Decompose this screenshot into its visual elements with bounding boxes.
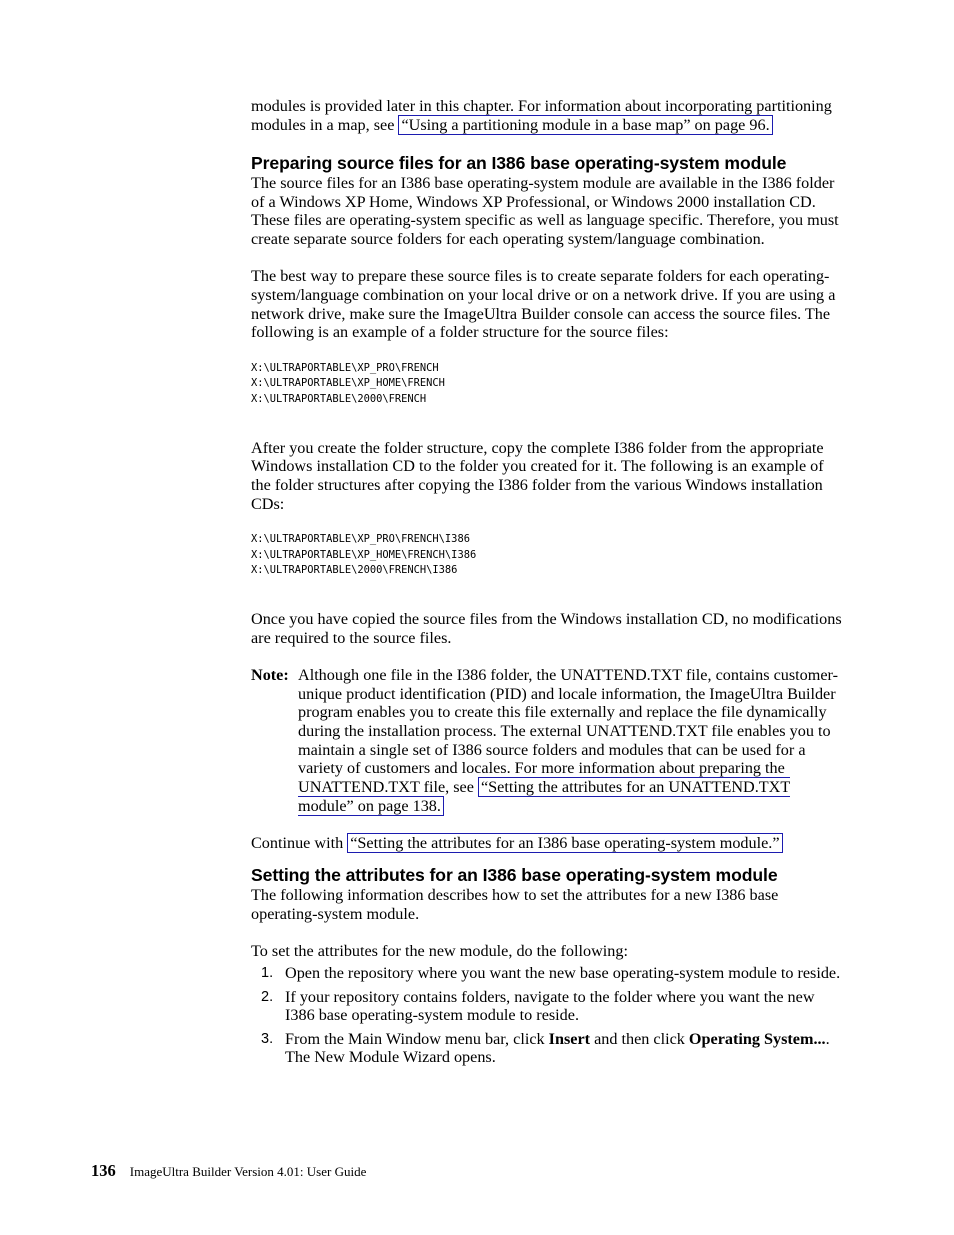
code-block-i386-folders <box>251 532 843 579</box>
list-item <box>251 964 843 983</box>
note-label: Note: <box>251 665 289 684</box>
code-line: X:\ULTRAPORTABLE\XP_PRO\FRENCH <box>251 361 439 374</box>
partitioning-module-link[interactable]: “Using a partitioning module in a base map” on page 96. <box>398 115 772 135</box>
code-line: X:\ULTRAPORTABLE\2000\FRENCH <box>251 392 427 405</box>
page-content <box>251 97 843 1071</box>
step-text: Open the repository where you want the new base operating-system module to reside. <box>285 964 841 983</box>
paragraph: Once you have copied the source files from the Windows installation CD, no modifications are required to the source files. <box>251 610 842 647</box>
code-block-folder-structure <box>251 361 843 408</box>
step-number: 3. <box>261 1030 274 1047</box>
continue-paragraph: Continue with “Setting the attributes for an I386 base operating-system module.” <box>251 834 843 853</box>
list-item <box>251 1030 843 1067</box>
step-number: 1. <box>261 965 274 982</box>
paragraph: To set the attributes for the new module, do the following: <box>251 941 628 960</box>
code-line: X:\ULTRAPORTABLE\XP_PRO\FRENCH\I386 <box>251 532 470 545</box>
step-number: 2. <box>261 988 274 1005</box>
step-text: If your repository contains folders, navigate to the folder where you want the new I386 base operating-system module to reside. <box>285 987 815 1025</box>
note-body: Although one file in the I386 folder, the UNATTEND.TXT file, contains customer-unique product identification (PID) and locale information, the ImageUltra Builder program enables you to create this file externally and replace the file dynamically during the installation process. The external UNATTEND.TXT file enables you to maintain a single set of I386 source folders and modules that can be used for a variety of customers and locales. For more information about preparing the UNATTEND.TXT file, see “Setting the attributes for an UNATTEND.TXT module” on page 138. <box>298 665 838 815</box>
footer-title: ImageUltra Builder Version 4.01: User Guide <box>129 1164 367 1179</box>
step-text: From the Main Window menu bar, click Insert and then click Operating System.... The New Module Wizard opens. <box>285 1029 830 1067</box>
menu-insert: Insert <box>548 1029 591 1048</box>
code-line: X:\ULTRAPORTABLE\XP_HOME\FRENCH\I386 <box>251 548 477 561</box>
section-heading-setting-attributes: Setting the attributes for an I386 base operating-system module <box>251 864 778 885</box>
section-heading-preparing-source-files: Preparing source files for an I386 base operating-system module <box>251 152 787 173</box>
intro-paragraph: modules is provided later in this chapter. For information about incorporating partitioning modules in a map, see “Using a partitioning module in a base map” on page 96. <box>251 97 832 134</box>
paragraph: The following information describes how to set the attributes for a new I386 base operating-system module. <box>251 885 779 923</box>
code-line: X:\ULTRAPORTABLE\2000\FRENCH\I386 <box>251 564 458 577</box>
page-number: 136 <box>91 1161 116 1180</box>
code-line: X:\ULTRAPORTABLE\XP_HOME\FRENCH <box>251 377 445 390</box>
paragraph: The best way to prepare these source files is to create separate folders for each operating-system/language combination on your local drive or on a network drive. If you are using a network drive, make sure the ImageUltra Builder console can access the source files. The following is an example of a folder structure for the source files: <box>251 267 836 342</box>
page-footer <box>91 1161 366 1181</box>
note-block <box>251 666 843 816</box>
unattend-module-link[interactable]: “Setting the attributes for an UNATTEND.TXT module” on page 138. <box>298 778 791 815</box>
steps-list <box>251 964 843 1067</box>
paragraph: After you create the folder structure, copy the complete I386 folder from the appropriate Windows installation CD to the folder you created for it. The following is an example of the folder structures after copying the I386 folder from the various Windows installation CDs: <box>251 438 824 513</box>
i386-attributes-link[interactable]: “Setting the attributes for an I386 base operating-system module.” <box>347 833 782 853</box>
list-item <box>251 988 843 1025</box>
menu-operating-system: Operating System... <box>688 1029 826 1048</box>
paragraph: The source files for an I386 base operating-system module are available in the I386 folder of a Windows XP Home, Windows XP Professional, or Windows 2000 installation CD. These files are operating-system specific as well as language specific. Therefore, you must create separate source folders for each operating system/language combination. <box>251 173 839 249</box>
